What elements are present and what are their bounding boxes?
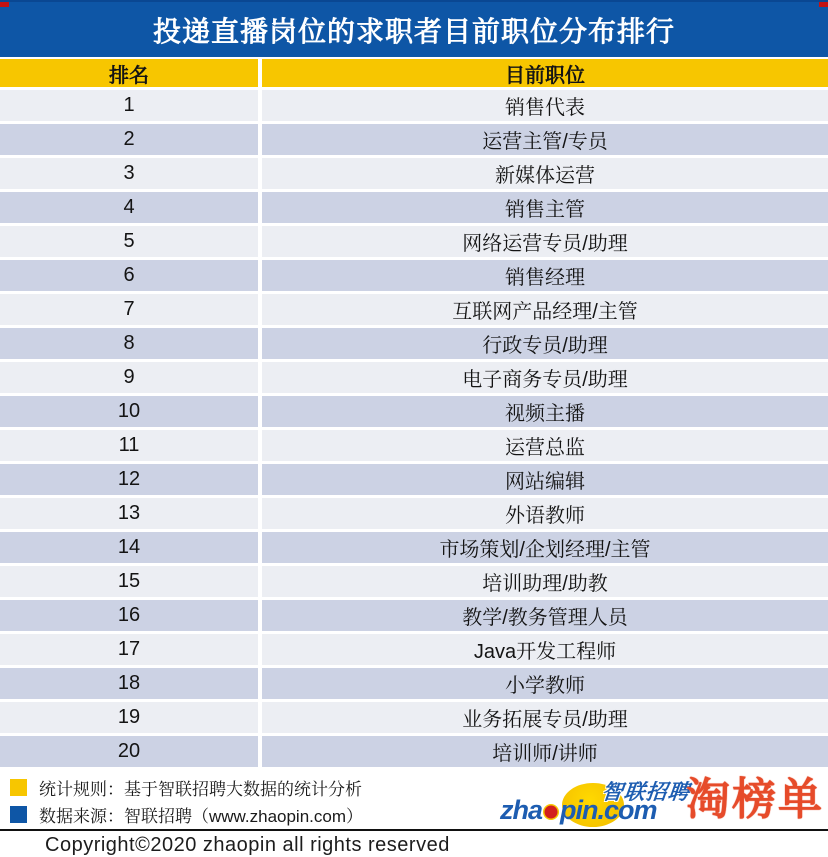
position-cell: 运营总监 (262, 430, 828, 461)
position-cell: Java开发工程师 (262, 634, 828, 665)
position-cell: 视频主播 (262, 396, 828, 427)
table-row (0, 226, 828, 257)
rank-cell: 5 (0, 226, 258, 257)
table-row (0, 702, 828, 733)
position-cell: 互联网产品经理/主管 (262, 294, 828, 325)
table-row (0, 532, 828, 563)
rank-cell: 9 (0, 362, 258, 393)
table-row (0, 362, 828, 393)
table-row (0, 600, 828, 631)
table-row (0, 566, 828, 597)
position-cell: 电子商务专员/助理 (262, 362, 828, 393)
zhaopin-o-dot-icon (543, 804, 559, 820)
table-row (0, 90, 828, 121)
position-cell: 外语教师 (262, 498, 828, 529)
column-header-position: 目前职位 (262, 59, 828, 87)
table-row (0, 192, 828, 223)
red-corner-mark-right (819, 2, 828, 7)
position-cell: 网站编辑 (262, 464, 828, 495)
position-cell: 新媒体运营 (262, 158, 828, 189)
table-row (0, 260, 828, 291)
zhaopin-wordmark-suffix: pin.com (560, 795, 657, 825)
rank-cell: 13 (0, 498, 258, 529)
taobangdan-stamp: 淘榜单 (686, 775, 824, 824)
table-row (0, 634, 828, 665)
rank-cell: 10 (0, 396, 258, 427)
red-corner-mark-left (0, 2, 9, 7)
table-row (0, 430, 828, 461)
copyright-text: Copyright©2020 zhaopin all rights reserved (45, 834, 450, 856)
table-header-row (0, 59, 828, 87)
rank-cell: 14 (0, 532, 258, 563)
blue-swatch-icon (10, 806, 27, 823)
table-row (0, 328, 828, 359)
table-row (0, 124, 828, 155)
position-cell: 销售代表 (262, 90, 828, 121)
rank-cell: 4 (0, 192, 258, 223)
legend-stat-rule-text: 统计规则：基于智联招聘大数据的统计分析 (39, 780, 362, 799)
footer (0, 770, 828, 829)
table-row (0, 158, 828, 189)
zhaopin-logo (500, 776, 690, 828)
rank-cell: 20 (0, 736, 258, 767)
table-row (0, 498, 828, 529)
rank-cell: 12 (0, 464, 258, 495)
rank-cell: 2 (0, 124, 258, 155)
page-title-bar (0, 0, 828, 57)
yellow-swatch-icon (10, 779, 27, 796)
position-cell: 培训助理/助教 (262, 566, 828, 597)
zhaopin-brand-cn: 智联招聘 (600, 781, 692, 804)
rank-cell: 16 (0, 600, 258, 631)
rank-cell: 11 (0, 430, 258, 461)
position-cell: 销售主管 (262, 192, 828, 223)
position-cell: 行政专员/助理 (262, 328, 828, 359)
position-cell: 运营主管/专员 (262, 124, 828, 155)
position-cell: 教学/教务管理人员 (262, 600, 828, 631)
position-cell: 小学教师 (262, 668, 828, 699)
position-cell: 业务拓展专员/助理 (262, 702, 828, 733)
table-row (0, 464, 828, 495)
position-cell: 网络运营专员/助理 (262, 226, 828, 257)
rank-cell: 17 (0, 634, 258, 665)
table-row (0, 294, 828, 325)
page-title: 投递直播岗位的求职者目前职位分布排行 (152, 15, 675, 47)
column-header-rank: 排名 (0, 59, 258, 87)
rank-cell: 7 (0, 294, 258, 325)
table-row (0, 396, 828, 427)
rank-cell: 18 (0, 668, 258, 699)
rank-cell: 6 (0, 260, 258, 291)
rank-cell: 15 (0, 566, 258, 597)
rank-cell: 3 (0, 158, 258, 189)
position-cell: 市场策划/企划经理/主管 (262, 532, 828, 563)
table-row (0, 668, 828, 699)
rank-cell: 8 (0, 328, 258, 359)
position-cell: 培训师/讲师 (262, 736, 828, 767)
table-body (0, 90, 828, 767)
table-row (0, 736, 828, 767)
legend-data-source-text: 数据来源：智联招聘（www.zhaopin.com） (39, 807, 364, 826)
position-cell: 销售经理 (262, 260, 828, 291)
zhaopin-wordmark-prefix: zha (500, 795, 543, 825)
rank-cell: 1 (0, 90, 258, 121)
zhaopin-wordmark (500, 795, 657, 826)
rank-cell: 19 (0, 702, 258, 733)
